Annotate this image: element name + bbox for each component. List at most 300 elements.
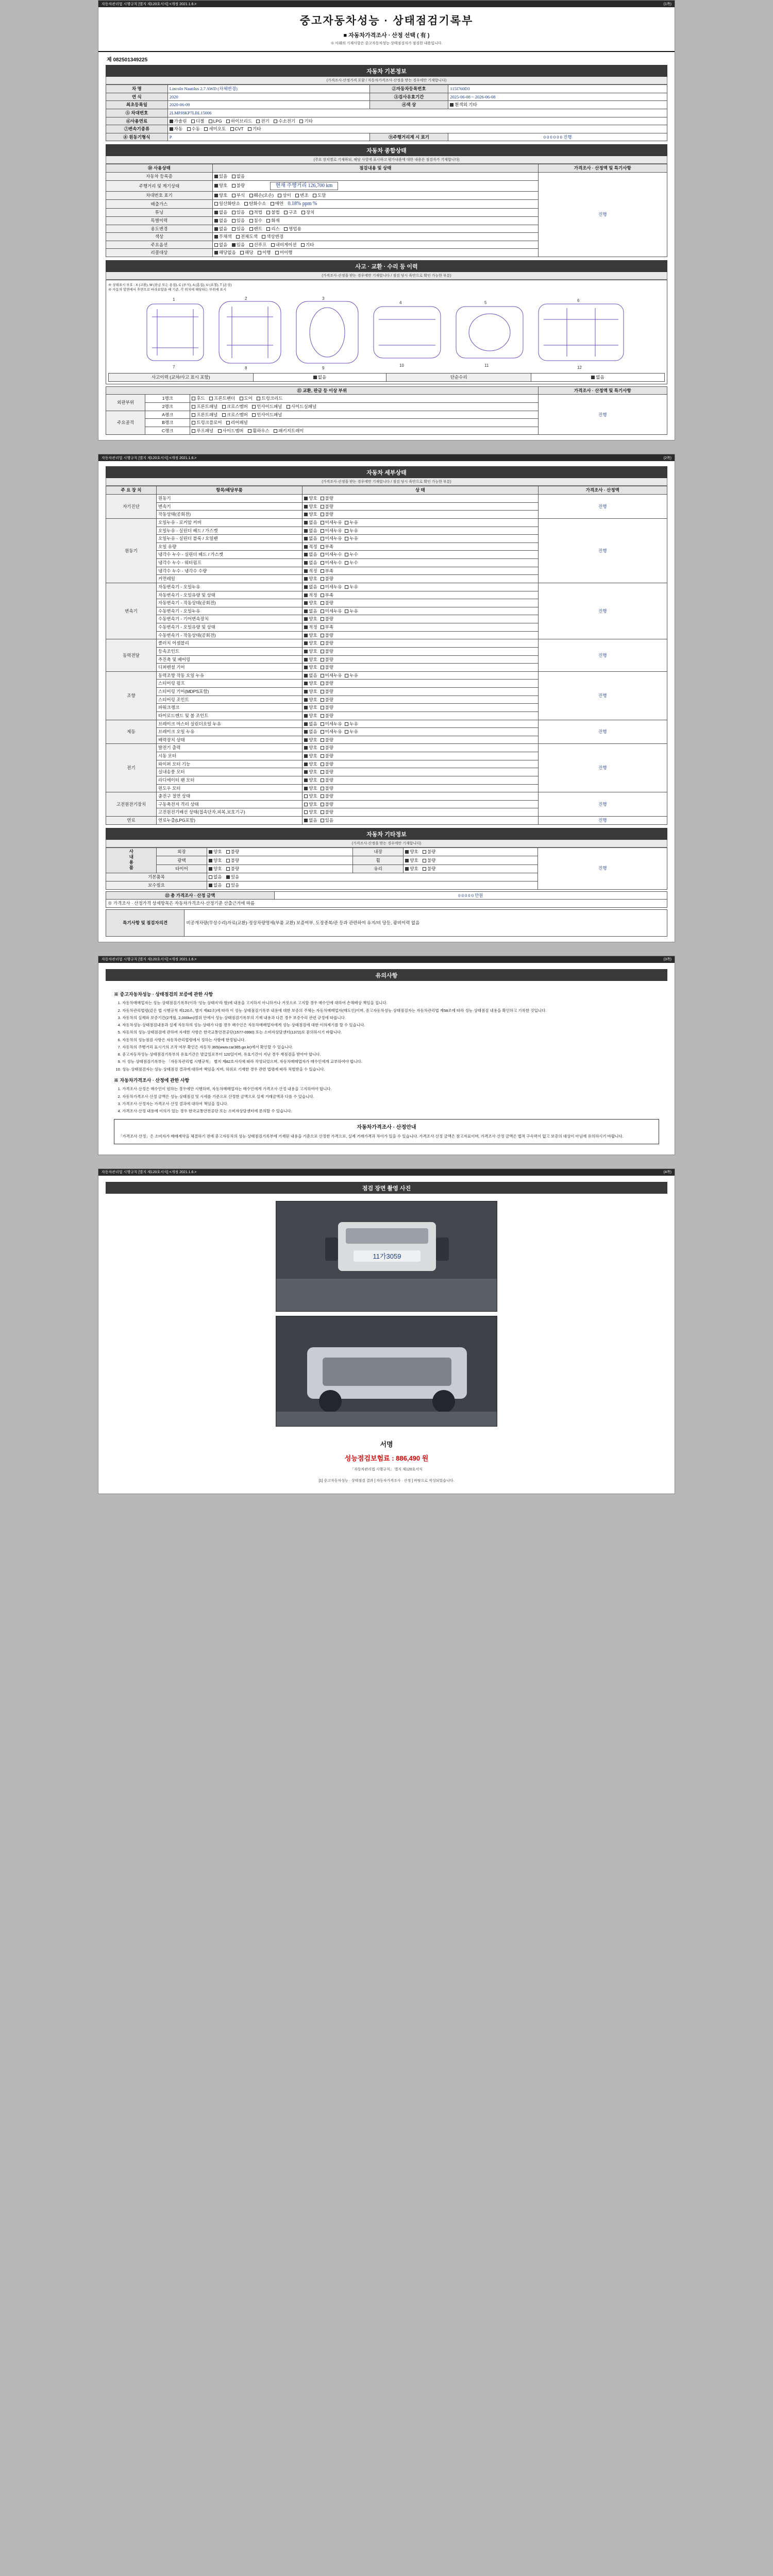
list-item: 1. 가격조사·산정은 매수인이 원하는 경우에만 시행하며, 자동차매매업자는 매수인에게 가격조사·산정 내용을 고지하여야 합니다. [122, 1086, 659, 1092]
mainopt-sub-navi[interactable]: 내비게이션 [271, 242, 297, 248]
guarantee-text: 「가격조사·산정」은 소비자가 매매계약을 체결하기 전에 중고자동차의 성능·상태점검기록부에 기재된 내용을 기준으로 산정한 가격으로, 실제 거래가격과 차이가 있을 수 있습니다. 가격조사·산정 금액은 참고자료이며, 가격조사·산정 금액은 법적 구속력이 없고 보증의 대상이 아님에 유의하시기 바랍니다. [119, 1134, 624, 1139]
part-c-sidemember[interactable]: 사이드멤버 [218, 428, 244, 434]
tuning-sub-illegal[interactable]: 불법 [266, 210, 279, 215]
detail-option-3-2-1[interactable] [321, 657, 333, 663]
repair-none[interactable]: 없음 [209, 883, 222, 888]
colorstate-option-0[interactable]: 무채색 [214, 234, 232, 240]
detail-option-label: 양호 [309, 503, 317, 509]
list-item: 10. 성능·상태점검자는 성능·상태점검 결과에 대하여 책임을 지며, 허위로 기재한 경우 관련 법령에 따라 처벌받을 수 있습니다. [122, 1066, 659, 1072]
guarantee-title: 자동차가격조사 · 산정안내 [357, 1125, 416, 1131]
detail-option-1-4-2[interactable] [345, 552, 358, 557]
label-first-reg: 최초등록일 [106, 101, 168, 109]
svg-text:1: 1 [173, 297, 175, 302]
total-price-table [106, 891, 667, 908]
detail-state-7-2 [303, 808, 538, 817]
detail-option-1-0-2[interactable] [345, 520, 358, 526]
part-a-frontpanel[interactable]: 프론트패널 [192, 412, 217, 418]
detail-option-1-4-0[interactable] [304, 552, 317, 557]
checkbox-icon [321, 674, 324, 677]
part-item-hood[interactable]: 후드 [192, 396, 205, 401]
checkbox-icon [321, 601, 324, 605]
checkbox-icon [321, 787, 324, 790]
detail-state-0-1 [303, 502, 538, 511]
diagram-legend-2: ※ 자동차 앞면에서 후면으로 바라보았을 때 기준, 각 위치에 해당하는 부위에 표시 [108, 288, 227, 292]
detail-option-2-4-1[interactable] [321, 616, 333, 622]
detail-item-2-3: 수동변속기 - 오일누유 [157, 607, 303, 615]
checkbox-icon [321, 545, 324, 549]
detail-option-3-0-0[interactable] [304, 640, 317, 646]
detail-option-5-0-0[interactable] [304, 721, 317, 727]
detail-option-1-5-1[interactable] [321, 560, 342, 566]
detail-option-7-2-0[interactable] [304, 809, 317, 815]
page-4 [98, 1168, 675, 1494]
other-value-repair [207, 881, 538, 889]
recall-option-na[interactable]: 해당없음 [214, 250, 236, 256]
detail-option-1-1-2[interactable] [345, 528, 358, 534]
detail-option-4-1-1[interactable] [321, 681, 333, 686]
detail-option-6-1-1[interactable] [321, 753, 333, 759]
detail-item-5-0: 브레이크 마스터 실린더오일 누유 [157, 720, 303, 728]
detail-option-4-2-0[interactable] [304, 689, 317, 694]
overall-condition-table [106, 164, 667, 257]
detail-price-7: 진행 [538, 792, 667, 817]
part-a-crossmember[interactable]: 크로스멤버 [222, 412, 248, 418]
checkbox-icon [321, 770, 324, 774]
detail-option-1-3-1[interactable] [321, 544, 333, 550]
checkbox-icon [304, 794, 308, 798]
tuning-sub-structure[interactable]: 구조 [284, 210, 297, 215]
detail-option-0-1-0[interactable] [304, 504, 317, 510]
tire-good[interactable]: 양호 [209, 866, 222, 872]
polish-bad[interactable]: 불량 [226, 858, 239, 863]
detail-option-4-5-1[interactable] [321, 713, 333, 719]
detail-state-5-1 [303, 728, 538, 736]
detail-option-1-0-1[interactable] [321, 520, 342, 526]
detail-state-4-1 [303, 680, 538, 688]
special-option-none[interactable]: 없음 [214, 218, 227, 224]
detail-option-3-0-1[interactable] [321, 640, 333, 646]
transmission-option-4[interactable]: 기타 [248, 126, 261, 132]
glass-bad[interactable]: 불량 [423, 866, 435, 872]
usage-sub-lease[interactable]: 리스 [266, 226, 279, 232]
row-label-tuning: 튜닝 [106, 209, 213, 217]
detail-option-2-2-0[interactable] [304, 600, 317, 606]
detail-option-2-3-1[interactable] [321, 608, 342, 614]
detail-option-4-0-1[interactable] [321, 673, 342, 679]
list-item: 7. 자동차의 주행거리 표시기의 조작 여부 확인은 자동차 365(www.car365.go.kr)에서 확인할 수 있습니다. [122, 1044, 659, 1050]
detail-option-label: 불량 [325, 737, 333, 742]
part-a-insidepanel[interactable]: 인사이드패널 [252, 412, 282, 418]
detail-option-5-2-1[interactable] [321, 737, 333, 743]
exterior-bad[interactable]: 불량 [226, 849, 239, 855]
other-value-tire [207, 865, 353, 873]
tuning-option-yes[interactable]: 있음 [232, 210, 245, 215]
checkbox-icon [304, 609, 308, 613]
detail-option-1-0-0[interactable] [304, 520, 317, 526]
detail-group-1: 원동기 [106, 518, 157, 583]
detail-option-1-6-0[interactable] [304, 568, 317, 574]
detail-item-3-1: 등속조인트 [157, 647, 303, 655]
basic-none[interactable]: 없음 [209, 874, 222, 880]
detail-option-label: 불량 [325, 753, 333, 758]
detail-option-1-1-0[interactable] [304, 528, 317, 534]
detail-option-6-5-1[interactable] [321, 786, 333, 791]
detail-option-4-3-1[interactable] [321, 697, 333, 703]
detail-option-1-1-1[interactable] [321, 528, 342, 534]
detail-state-1-4 [303, 551, 538, 559]
detail-option-2-0-1[interactable] [321, 584, 342, 590]
detail-option-1-2-1[interactable] [321, 536, 342, 541]
colorstate-option-2[interactable]: 색상변경 [262, 234, 283, 240]
part-item-frontfender[interactable]: 프론트팬더 [209, 396, 235, 401]
detail-option-1-4-1[interactable] [321, 552, 342, 557]
table-row [106, 117, 667, 125]
mileage-option-bad[interactable]: 불량 [232, 183, 245, 189]
emission-option-2[interactable]: 매연 [271, 201, 283, 207]
colorstate-option-1[interactable]: 전체도색 [236, 234, 258, 240]
checkbox-icon [304, 529, 308, 533]
detail-option-7-1-0[interactable] [304, 802, 317, 807]
detail-option-5-0-2[interactable] [345, 721, 358, 727]
detail-option-label: 부족 [325, 592, 333, 598]
detail-option-4-4-1[interactable] [321, 705, 333, 710]
table-header-row [106, 486, 667, 495]
reg-option-no[interactable]: 없음 [232, 174, 245, 179]
detail-option-2-1-1[interactable] [321, 592, 333, 598]
part-item-trunklid[interactable]: 트렁크리드 [257, 396, 282, 401]
row-value-color-state [212, 233, 538, 241]
detail-item-6-0: 발전기 출력 [157, 744, 303, 752]
part-item-insidepanel[interactable]: 인사이드패널 [252, 404, 282, 410]
checkbox-icon [304, 513, 308, 516]
svg-text:7: 7 [173, 365, 175, 369]
detail-option-label: 없음 [309, 584, 317, 589]
detail-item-3-0: 클러치 어셈블리 [157, 639, 303, 648]
special-sub-flood[interactable]: 침수 [249, 218, 262, 224]
wheel-good[interactable]: 양호 [405, 858, 418, 863]
mainopt-sub-etc[interactable]: 기타 [301, 242, 314, 248]
detail-state-2-5 [303, 623, 538, 632]
mainopt-option-yes[interactable]: 있음 [232, 242, 245, 248]
detail-option-2-0-0[interactable] [304, 584, 317, 590]
vin-option-5[interactable]: 도말 [313, 193, 326, 198]
detail-option-label: 누수 [349, 552, 358, 557]
exterior-good[interactable]: 양호 [209, 849, 222, 855]
basic-yes[interactable]: 있음 [226, 874, 239, 880]
special-sub-fire[interactable]: 화재 [266, 218, 279, 224]
checkbox-icon [321, 577, 324, 581]
checkbox-icon [345, 730, 348, 734]
tuning-option-none[interactable]: 없음 [214, 210, 227, 215]
detail-option-0-0-0[interactable] [304, 496, 317, 501]
detail-option-label: 미세누유 [325, 721, 342, 726]
part-b-trunkfloor[interactable]: 트렁크플로어 [192, 420, 222, 426]
detail-option-1-2-0[interactable] [304, 536, 317, 541]
detail-option-5-1-0[interactable] [304, 729, 317, 735]
detail-group-2: 변속기 [106, 583, 157, 639]
detail-option-6-2-0[interactable] [304, 761, 317, 767]
list-item: 3. 가격조사·산정자는 가격조사·산정 결과에 대하여 책임을 집니다. [122, 1101, 659, 1107]
detail-item-1-4: 냉각수 누수 - 실린더 헤드 / 가스켓 [157, 551, 303, 559]
detail-option-2-4-0[interactable] [304, 616, 317, 622]
part-item-frontpanel[interactable]: 프론트패널 [192, 404, 217, 410]
detail-option-6-4-0[interactable] [304, 777, 317, 783]
fuel-option-0[interactable]: 가솔린 [170, 118, 187, 124]
vin-option-0[interactable]: 양호 [214, 193, 227, 198]
detail-item-2-4: 수동변속기 - 기어변속장치 [157, 615, 303, 623]
detail-price-8: 진행 [538, 817, 667, 825]
detail-option-label: 양호 [309, 801, 317, 807]
part-c-wheelhouse[interactable]: 휠하우스 [248, 428, 270, 434]
detail-option-2-3-0[interactable] [304, 608, 317, 614]
detail-price-6: 진행 [538, 744, 667, 792]
detail-option-label: 없음 [309, 536, 317, 541]
mainopt-sub-sunroof[interactable]: 선루프 [249, 242, 267, 248]
detail-option-0-2-1[interactable] [321, 512, 333, 517]
detail-option-2-6-1[interactable] [321, 633, 333, 638]
detail-option-4-1-0[interactable] [304, 681, 317, 686]
total-price-label: ㉒ 총 가격조사 · 산정 금액 [106, 891, 275, 900]
parts-lvl-a: A랭크 [145, 411, 190, 419]
special-option-yes[interactable]: 있음 [232, 218, 245, 224]
checkbox-icon [321, 569, 324, 573]
detail-option-2-6-0[interactable] [304, 633, 317, 638]
polish-good[interactable]: 양호 [209, 858, 222, 863]
detail-option-4-0-2[interactable] [345, 673, 358, 679]
detail-option-5-1-1[interactable] [321, 729, 342, 735]
part-c-packagetray[interactable]: 패키지트레이 [274, 428, 304, 434]
checkbox-icon [321, 521, 324, 524]
checkbox-icon [321, 609, 324, 613]
fuel-option-4[interactable]: 전기 [256, 118, 269, 124]
repair-yes[interactable]: 있음 [226, 883, 239, 888]
checkbox-icon [304, 778, 308, 782]
fuel-option-6[interactable]: 기타 [299, 118, 312, 124]
detail-group-8: 연료 [106, 817, 157, 825]
notice-body [106, 981, 667, 1149]
row-label-special-history: 특별이력 [106, 216, 213, 225]
row-value-vin-mark [212, 192, 538, 200]
detail-option-4-3-0[interactable] [304, 697, 317, 703]
checkbox-icon [304, 666, 308, 669]
detail-option-6-2-1[interactable] [321, 761, 333, 767]
detail-state-7-0 [303, 792, 538, 801]
detail-option-7-0-0[interactable] [304, 793, 317, 799]
detail-option-7-0-1[interactable] [321, 793, 333, 799]
detail-option-6-3-1[interactable] [321, 769, 333, 775]
recall-option-done[interactable]: 이행 [258, 250, 271, 256]
document-header [98, 7, 675, 48]
mileage-option-good[interactable]: 양호 [214, 183, 227, 189]
detail-option-3-2-0[interactable] [304, 657, 317, 663]
usage-option-none[interactable]: 없음 [214, 226, 227, 232]
detail-state-6-1 [303, 752, 538, 760]
value-car-name: Lincoln Nautilus 2.7 AWD (차체변경) [167, 85, 369, 93]
detail-price-0: 진행 [538, 495, 667, 519]
table-row [106, 125, 667, 133]
svg-text:4: 4 [399, 300, 402, 305]
detail-option-6-0-1[interactable] [321, 745, 333, 751]
detail-option-2-5-0[interactable] [304, 624, 317, 630]
detail-option-6-3-0[interactable] [304, 769, 317, 775]
interior-good[interactable]: 양호 [405, 849, 418, 855]
detail-option-label: 불량 [325, 656, 333, 662]
detail-option-0-2-0[interactable] [304, 512, 317, 517]
table-row [106, 848, 667, 856]
checkbox-icon [321, 650, 324, 653]
detail-option-0-0-1[interactable] [321, 496, 333, 501]
transmission-option-0[interactable]: 자동 [170, 126, 182, 132]
detail-option-4-5-0[interactable] [304, 713, 317, 719]
glass-good[interactable]: 양호 [405, 866, 418, 872]
detail-option-label: 불량 [325, 512, 333, 517]
detail-option-label: 불량 [325, 793, 333, 799]
detail-option-2-0-2[interactable] [345, 584, 358, 590]
detail-option-3-3-0[interactable] [304, 665, 317, 670]
row-label-options: 주요옵션 [106, 241, 213, 249]
fuel-option-2[interactable]: LPG [209, 118, 222, 124]
label-engine-type: ⑧ 원동기형식 [106, 133, 168, 141]
reg-option-yes[interactable]: 있음 [214, 174, 227, 179]
detail-option-1-7-1[interactable] [321, 576, 333, 582]
row-value-usage-change [212, 225, 538, 233]
emission-option-1[interactable]: 탄화수소 [244, 201, 266, 207]
fuel-option-3[interactable]: 하이브리드 [226, 118, 252, 124]
checkbox-icon [304, 497, 308, 500]
recall-option-yes[interactable]: 해당 [240, 250, 253, 256]
table-row [106, 93, 667, 101]
detail-option-4-2-1[interactable] [321, 689, 333, 694]
detail-option-label: 양호 [309, 713, 317, 718]
usage-option-yes[interactable]: 있음 [232, 226, 245, 232]
label-inspection-period: ③검사유효기간 [369, 93, 448, 101]
vin-option-4[interactable]: 변조 [295, 193, 308, 198]
transmission-option-1[interactable]: 수동 [187, 126, 200, 132]
detail-option-5-2-0[interactable] [304, 737, 317, 743]
detail-price-1: 진행 [538, 518, 667, 583]
tire-bad[interactable]: 불량 [226, 866, 239, 872]
checkbox-icon [304, 625, 308, 629]
vin-option-1[interactable]: 부식 [232, 193, 245, 198]
detail-option-2-1-0[interactable] [304, 592, 317, 598]
mainopt-option-none[interactable]: 없음 [214, 242, 227, 248]
transmission-option-3[interactable]: CVT [230, 126, 244, 132]
detail-option-1-2-2[interactable] [345, 536, 358, 541]
vin-option-3[interactable]: 상이 [278, 193, 291, 198]
other-item-polish: 광택 [157, 856, 207, 865]
detail-option-label: 미세누유 [325, 584, 342, 589]
tuning-sub-legal[interactable]: 적법 [249, 210, 262, 215]
detail-option-8-0-0[interactable] [304, 818, 317, 823]
checkbox-icon [321, 561, 324, 565]
checkbox-icon [304, 810, 308, 814]
detail-option-1-5-2[interactable] [345, 560, 358, 566]
parts-price-value: 진행 [538, 395, 667, 435]
checkbox-icon [304, 545, 308, 549]
parts-lvl-c: C랭크 [145, 427, 190, 435]
row-value-options [212, 241, 538, 249]
page-subnote: ※ 아래의 기재사항은 중고자동차성능·상태점검자가 점검한 내용입니다. [330, 42, 443, 45]
detail-option-1-5-0[interactable] [304, 560, 317, 566]
detail-option-label: 불량 [325, 632, 333, 638]
detail-option-8-0-1[interactable] [321, 818, 333, 823]
detail-option-5-0-1[interactable] [321, 721, 342, 727]
detail-option-3-1-1[interactable] [321, 649, 333, 654]
detail-state-0-0 [303, 495, 538, 503]
detail-option-6-0-0[interactable] [304, 745, 317, 751]
col-price-note: 가격조사 · 산정액 및 특기사항 [538, 164, 667, 173]
page-3 [98, 956, 675, 1155]
detail-option-2-5-1[interactable] [321, 624, 333, 630]
detail-option-7-2-1[interactable] [321, 809, 333, 815]
detail-item-2-1: 자동변속기 - 오일유량 및 상태 [157, 591, 303, 599]
part-b-rearpanel[interactable]: 리어패널 [226, 420, 248, 426]
checkbox-icon [304, 641, 308, 645]
detail-option-6-5-0[interactable] [304, 786, 317, 791]
fuel-option-5[interactable]: 수소전기 [274, 118, 295, 124]
value-accident-history: 없음 [253, 374, 386, 382]
detail-option-2-3-2[interactable] [345, 608, 358, 614]
wheel-bad[interactable]: 불량 [423, 858, 435, 863]
emission-option-0[interactable]: 일산화탄소 [214, 201, 240, 207]
detail-option-0-1-1[interactable] [321, 504, 333, 510]
color-option-white[interactable]: 흰색외 기타 [450, 102, 477, 108]
detail-option-5-1-2[interactable] [345, 729, 358, 735]
recall-option-notdone[interactable]: 미이행 [275, 250, 293, 256]
detail-option-label: 양호 [309, 809, 317, 815]
detail-option-4-4-0[interactable] [304, 705, 317, 710]
parts-price-head: 가격조사 · 산정액 및 특기사항 [538, 386, 667, 395]
interior-bad[interactable]: 불량 [423, 849, 435, 855]
detail-state-8-0 [303, 817, 538, 825]
part-item-crossmember[interactable]: 크로스멤버 [222, 404, 248, 410]
detail-option-6-4-1[interactable] [321, 777, 333, 783]
detail-option-4-0-0[interactable] [304, 673, 317, 679]
transmission-option-2[interactable]: 세미오토 [204, 126, 226, 132]
table-row [106, 173, 667, 181]
checkbox-icon [304, 577, 308, 581]
detail-option-6-1-0[interactable] [304, 753, 317, 759]
usage-sub-rent[interactable]: 렌트 [249, 226, 262, 232]
detail-option-3-1-0[interactable] [304, 649, 317, 654]
row-value-special-history [212, 216, 538, 225]
detail-option-label: 양호 [309, 640, 317, 646]
checkbox-icon [304, 658, 308, 662]
section-overall-subheader: (주요 장치별로 기재하되, 해당 사항에 표시하고 평가내용에 대한 내용은 점검자가 기재합니다) [106, 156, 667, 164]
part-c-roofpanel[interactable]: 루프패널 [192, 428, 213, 434]
fuel-option-1[interactable]: 디젤 [191, 118, 204, 124]
detail-state-4-0 [303, 671, 538, 680]
part-item-sidesill[interactable]: 사이드실패널 [287, 404, 316, 410]
tuning-sub-device[interactable]: 장치 [301, 210, 314, 215]
detail-option-7-1-1[interactable] [321, 802, 333, 807]
vin-option-2[interactable]: 훼손(오손) [249, 193, 274, 198]
detail-item-4-3: 스티어링 조인트 [157, 696, 303, 704]
detail-item-2-5: 수동변속기 - 오일유량 및 상태 [157, 623, 303, 632]
detail-option-1-7-0[interactable] [304, 576, 317, 582]
detail-state-6-4 [303, 776, 538, 784]
list-item: 5. 자동차의 성능·상태점검에 관하여 자세한 사항은 한국교통안전공단(1577-0990) 또는 소비자상담센터(1372)로 문의하시기 바랍니다. [122, 1029, 659, 1035]
part-item-door[interactable]: 도어 [240, 396, 253, 401]
detail-option-1-6-1[interactable] [321, 568, 333, 574]
detail-option-1-3-0[interactable] [304, 544, 317, 550]
detail-option-3-3-1[interactable] [321, 665, 333, 670]
detail-option-label: 양호 [309, 769, 317, 775]
detail-option-label: 불량 [325, 777, 333, 783]
detail-option-2-2-1[interactable] [321, 600, 333, 606]
usage-sub-business[interactable]: 영업용 [284, 226, 301, 232]
detail-col-item: 항목/해당부품 [157, 486, 303, 495]
